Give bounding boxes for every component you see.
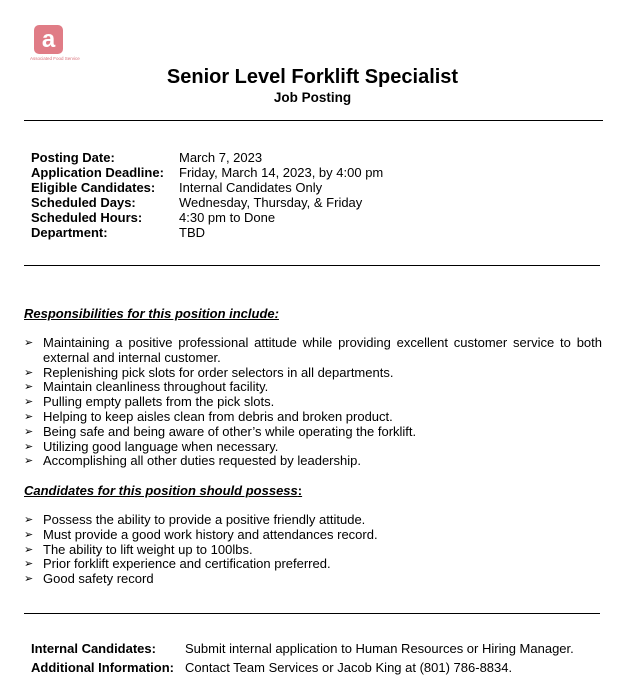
info-value: 4:30 pm to Done [179, 210, 276, 225]
arrowhead-bullet-icon: ➢ [24, 410, 34, 423]
responsibilities-list [24, 336, 602, 469]
info-label: Application Deadline: [31, 165, 164, 180]
list-item: ➢ Prior forklift experience and certification preferred. [24, 556, 331, 572]
info-value: March 7, 2023 [179, 150, 263, 165]
arrowhead-bullet-icon: ➢ [24, 381, 34, 394]
info-value: Friday, March 14, 2023, by 4:00 pm [179, 165, 384, 180]
list-item: ➢ Maintain cleanliness throughout facility. [24, 379, 269, 395]
divider-info [24, 265, 600, 266]
info-label: Department: [31, 225, 108, 240]
posting-info [31, 150, 383, 240]
list-item: ➢ Maintaining a positive professional attitude while providing excellent customer service to both external and internal customer. [24, 335, 602, 365]
responsibilities-heading: Responsibilities for this position include: [24, 306, 279, 321]
info-value: TBD [179, 225, 205, 240]
info-label: Eligible Candidates: [31, 180, 156, 195]
arrowhead-bullet-icon: ➢ [24, 425, 34, 438]
divider-top [24, 120, 603, 121]
footer-label: Internal Candidates: [31, 641, 156, 656]
arrowhead-bullet-icon: ➢ [24, 573, 34, 586]
info-row-hours [31, 210, 383, 225]
candidates-list [24, 513, 602, 587]
info-label: Scheduled Days: [31, 195, 136, 210]
info-value: Internal Candidates Only [179, 180, 323, 195]
page-subtitle: Job Posting [273, 90, 352, 105]
page-title: Senior Level Forklift Specialist [166, 66, 459, 88]
footer-internal [31, 641, 574, 656]
logo-mark: a [34, 25, 63, 54]
footer-value: Contact Team Services or Jacob King at (801) 786-8834. [185, 660, 513, 675]
list-item: ➢ Good safety record [24, 571, 154, 587]
arrowhead-bullet-icon: ➢ [24, 514, 34, 526]
info-row-eligible [31, 180, 383, 195]
arrowhead-bullet-icon: ➢ [24, 366, 34, 379]
arrowhead-bullet-icon: ➢ [24, 528, 34, 541]
list-item: ➢ Being safe and being aware of other’s while operating the forklift. [24, 423, 417, 439]
info-label: Scheduled Hours: [31, 210, 143, 225]
arrowhead-bullet-icon: ➢ [24, 396, 34, 409]
arrowhead-bullet-icon: ➢ [24, 440, 34, 453]
arrowhead-bullet-icon: ➢ [24, 543, 34, 556]
footer-additional [31, 660, 512, 675]
info-row-posting-date [31, 150, 383, 165]
candidates-heading: Candidates for this position should possess: [24, 483, 303, 498]
arrowhead-bullet-icon: ➢ [24, 558, 34, 571]
list-item: ➢ Replenishing pick slots for order selectors in all departments. [24, 364, 394, 380]
list-item: ➢ Pulling empty pallets from the pick slots. [24, 394, 275, 410]
info-row-deadline [31, 165, 383, 180]
divider-footer [24, 613, 600, 614]
arrowhead-bullet-icon: ➢ [24, 337, 34, 349]
list-item: ➢ Utilizing good language when necessary. [24, 438, 279, 454]
company-logo [30, 25, 78, 61]
logo-name: Associated Food Service [30, 56, 80, 61]
footer-label: Additional Information: [31, 660, 174, 675]
info-row-department [31, 225, 383, 240]
list-item: ➢ Accomplishing all other duties requested by leadership. [24, 453, 361, 469]
info-value: Wednesday, Thursday, & Friday [179, 195, 363, 210]
list-item: ➢ The ability to lift weight up to 100lbs. [24, 541, 253, 557]
arrowhead-bullet-icon: ➢ [24, 455, 34, 468]
list-item: ➢ Helping to keep aisles clean from debris and broken product. [24, 408, 393, 424]
info-label: Posting Date: [31, 150, 115, 165]
info-row-days [31, 195, 383, 210]
list-item: ➢ Must provide a good work history and attendances record. [24, 526, 378, 542]
footer-value: Submit internal application to Human Resources or Hiring Manager. [185, 641, 574, 656]
list-item: ➢ Possess the ability to provide a positive friendly attitude. [24, 512, 366, 527]
